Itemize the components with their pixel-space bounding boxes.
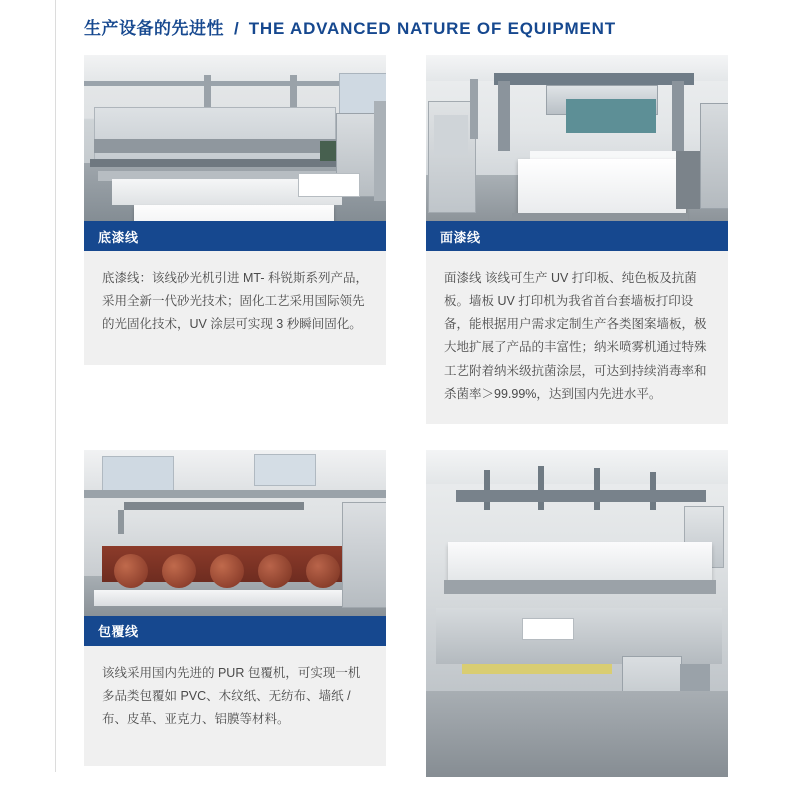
equipment-card-grid — [84, 55, 728, 803]
card-row-1 — [84, 55, 728, 424]
card-row-2 — [84, 450, 728, 777]
card-title-bar-wrapping-line — [84, 616, 386, 646]
card-title-bar-topcoat-line — [426, 221, 728, 251]
photo-press-line — [426, 450, 728, 777]
card-press-line — [426, 450, 728, 777]
photo-wrapping-line — [84, 450, 386, 616]
page-title-english: THE ADVANCED NATURE OF EQUIPMENT — [248, 19, 616, 38]
card-topcoat-line — [426, 55, 728, 424]
card-title-topcoat-line: 面漆线 — [440, 229, 481, 245]
page-title-chinese: 生产设备的先进性 — [84, 19, 224, 38]
photo-topcoat-line — [426, 55, 728, 221]
photo-primer-line — [84, 55, 386, 221]
title-separator: / — [234, 19, 239, 38]
card-title-bar-primer-line — [84, 221, 386, 251]
card-body-topcoat-line: 面漆线 该线可生产 UV 打印板、纯色板及抗菌板。墙板 UV 打印机为我省首台套墙板打印设备，能根据用户需求定制生产各类图案墙板，极大地扩展了产品的丰富性；纳米喷雾机通过特殊工艺附着纳米级抗菌涂层，可达到持续消毒率和杀菌率＞99.99%，达到国内先进水平。 — [426, 251, 728, 424]
card-body-primer-line: 底漆线：该线砂光机引进 MT- 科锐斯系列产品，采用全新一代砂光技术；固化工艺采用国际领先的光固化技术，UV 涂层可实现 3 秒瞬间固化。 — [84, 251, 386, 365]
page-title — [84, 14, 616, 39]
card-body-wrapping-line: 该线采用国内先进的 PUR 包覆机，可实现一机多品类包覆如 PVC、木纹纸、无纺布、墙纸 / 布、皮革、亚克力、铝膜等材料。 — [84, 646, 386, 766]
left-accent-rule — [55, 0, 56, 772]
card-wrapping-line — [84, 450, 386, 777]
card-title-primer-line: 底漆线 — [98, 229, 139, 245]
card-title-wrapping-line: 包覆线 — [98, 624, 139, 640]
card-primer-line — [84, 55, 386, 424]
